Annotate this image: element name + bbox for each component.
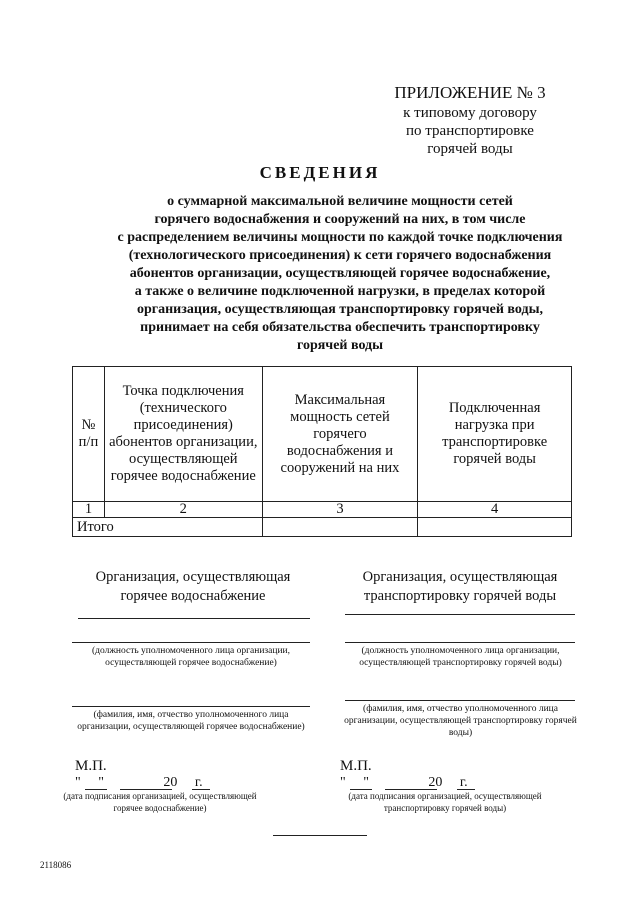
total-label: Итого xyxy=(73,518,263,537)
header-number: № п/п xyxy=(73,367,105,502)
header-max-capacity: Максимальная мощность сетей горячего водоснабжения и сооружений на них xyxy=(262,367,418,502)
left-stamp-label: М.П. xyxy=(75,758,107,774)
capacity-table xyxy=(72,366,572,537)
right-heading-line-2: транспортировку горячей воды xyxy=(363,588,557,604)
appendix-line-1: к типовому договору xyxy=(403,105,537,121)
column-number: 1 xyxy=(73,502,105,518)
intro-line: горячего водоснабжения и сооружений на них, в том числе xyxy=(154,212,526,227)
bottom-divider xyxy=(273,835,367,836)
left-signature-line xyxy=(78,618,310,619)
appendix-line-2: по транспортировке xyxy=(406,123,534,139)
appendix-block xyxy=(360,82,580,158)
header-connection-point: Точка подключения (технического присоединения) абонентов организации, осуществляющей горячее водоснабжение xyxy=(104,367,262,502)
intro-line: (технологического присоединения) к сети горячего водоснабжения xyxy=(128,248,552,263)
left-heading-line-2: горячее водоснабжение xyxy=(120,588,266,604)
right-name-caption: (фамилия, имя, отчество уполномоченного лица организации, осуществляющей транспортировку горячей воды) xyxy=(344,704,577,738)
intro-line: о суммарной максимальной величине мощности сетей xyxy=(167,194,513,209)
left-name-line xyxy=(72,706,310,707)
left-heading-line-1: Организация, осуществляющая xyxy=(95,569,291,585)
total-load-cell xyxy=(418,518,572,537)
table-total-row xyxy=(73,518,572,537)
column-number: 3 xyxy=(262,502,418,518)
right-name-line xyxy=(345,700,575,701)
right-date-line: " " 20 г. xyxy=(340,775,468,790)
intro-line: абонентов организации, осуществляющей горячее водоснабжение, xyxy=(129,266,551,281)
left-date-caption: (дата подписания организацией, осуществляющей горячее водоснабжение) xyxy=(63,791,257,813)
left-position-caption: (должность уполномоченного лица организации, осуществляющей горячее водоснабжение) xyxy=(91,646,290,668)
right-position-line xyxy=(345,642,575,643)
intro-line: горячей воды xyxy=(296,338,384,353)
intro-line: с распределением величины мощности по каждой точке подключения xyxy=(117,230,563,245)
appendix-title: ПРИЛОЖЕНИЕ № 3 xyxy=(394,83,546,102)
column-number: 4 xyxy=(418,502,572,518)
right-heading-line-1: Организация, осуществляющая xyxy=(362,569,558,585)
header-connected-load: Подключенная нагрузка при транспортировке горячей воды xyxy=(418,367,572,502)
intro-line: принимает на себя обязательства обеспечить транспортировку xyxy=(140,320,540,335)
right-date-caption: (дата подписания организацией, осуществляющей транспортировку горячей воды) xyxy=(348,791,542,813)
right-signature-line xyxy=(345,614,575,615)
left-position-line xyxy=(72,642,310,643)
right-stamp-label: М.П. xyxy=(340,758,372,774)
right-position-caption: (должность уполномоченного лица организации, осуществляющей транспортировку горячей воды) xyxy=(359,646,562,668)
left-name-caption: (фамилия, имя, отчество уполномоченного лица организации, осуществляющей горячее водоснабжение) xyxy=(77,710,305,732)
table-number-row xyxy=(73,502,572,518)
right-signature-heading xyxy=(340,568,580,606)
intro-line: организация, осуществляющая транспортировку горячей воды, xyxy=(136,302,544,317)
total-capacity-cell xyxy=(262,518,418,537)
intro-line: а также о величине подключенной нагрузки, в пределах которой xyxy=(134,284,546,299)
intro-paragraph xyxy=(95,193,585,355)
document-code: 2118086 xyxy=(40,860,72,870)
left-date-line: " " 20 г. xyxy=(75,775,203,790)
table-header-row xyxy=(73,367,572,502)
column-number: 2 xyxy=(104,502,262,518)
document-title: СВЕДЕНИЯ xyxy=(259,163,381,182)
left-signature-heading xyxy=(78,568,308,606)
appendix-line-3: горячей воды xyxy=(427,141,513,157)
